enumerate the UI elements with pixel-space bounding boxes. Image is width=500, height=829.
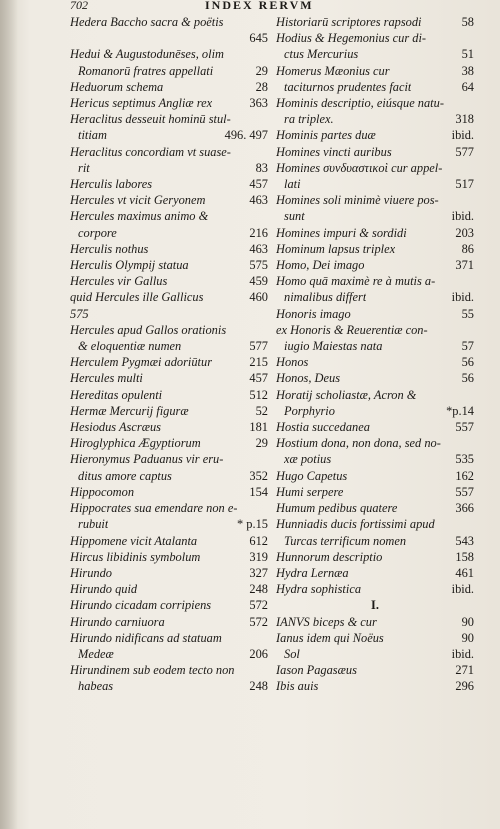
entry-page-ref: 90	[461, 630, 474, 645]
index-entry	[276, 435, 474, 451]
index-entry	[276, 387, 474, 403]
index-entry	[70, 338, 268, 354]
entry-page-ref: 352	[249, 468, 268, 483]
entry-page-ref: 572	[249, 598, 268, 613]
entry-term: Hedui & Augustodunēses, olim	[70, 47, 224, 62]
entry-page-ref: 55	[461, 306, 474, 321]
entry-page-ref: 181	[249, 420, 268, 435]
entry-page-ref: *p.14	[446, 403, 474, 418]
entry-page-ref: 248	[249, 582, 268, 597]
index-entry	[276, 63, 474, 79]
entry-term: ex Honoris & Reuerentiæ con-	[276, 322, 428, 337]
index-entry	[276, 403, 474, 419]
entry-term: Hercules vt vicit Geryonem	[70, 193, 206, 208]
entry-term: corpore	[78, 225, 117, 240]
entry-term: Hercules vir Gallus	[70, 274, 168, 289]
entry-page-ref: 58	[461, 15, 474, 29]
index-entry	[70, 630, 268, 646]
entry-term: Ibis auis	[276, 679, 319, 694]
entry-term: Romanorū fratres appellati	[78, 63, 214, 78]
entry-page-ref: 28	[255, 79, 268, 94]
index-entry	[276, 630, 474, 646]
entry-term: Honos	[276, 355, 309, 370]
entry-page-ref: 459	[249, 274, 268, 289]
index-entry	[276, 306, 474, 322]
entry-page-ref: 645	[249, 31, 268, 46]
entry-page-ref: 203	[455, 225, 474, 240]
index-entry	[70, 387, 268, 403]
entry-term: Porphyrio	[284, 403, 335, 418]
index-entry	[70, 614, 268, 630]
entry-term: Hominis descriptio, eiúsque natu-	[276, 96, 444, 111]
entry-term: Hedera Baccho sacra & poëtis	[70, 15, 224, 29]
index-entry	[276, 370, 474, 386]
entry-term: Hippocrates sua emendare non e-	[70, 501, 238, 516]
entry-page-ref: ibid.	[451, 582, 474, 597]
entry-term: Hercules maximus animo &	[70, 209, 209, 224]
entry-term: Hirundo carniuora	[70, 614, 165, 629]
index-entry	[70, 549, 268, 565]
entry-page-ref: 457	[249, 371, 268, 386]
page-number: 702	[70, 0, 88, 12]
entry-term: Hippomene vicit Atalanta	[70, 533, 198, 548]
entry-page-ref: 64	[461, 79, 474, 94]
index-entry	[70, 322, 268, 338]
index-entry	[276, 678, 474, 694]
entry-term: Hieronymus Paduanus vir eru-	[70, 452, 224, 467]
entry-page-ref: 52	[255, 403, 268, 418]
entry-term: Humi serpere	[276, 484, 344, 499]
index-entry	[70, 451, 268, 467]
index-entry	[276, 79, 474, 95]
index-entry	[276, 549, 474, 565]
index-entry	[70, 484, 268, 500]
index-entry	[70, 419, 268, 435]
index-entry	[276, 646, 474, 662]
entry-page-ref: 557	[455, 484, 474, 499]
index-entry	[70, 289, 268, 305]
index-entry	[70, 63, 268, 79]
entry-page-ref: 29	[255, 436, 268, 451]
entry-term: Homerus Mæonius cur	[276, 63, 390, 78]
entry-page-ref: 577	[455, 144, 474, 159]
index-entry	[276, 289, 474, 305]
entry-term: Ianus idem qui Noëus	[276, 630, 384, 645]
entry-page-ref: 56	[461, 355, 474, 370]
index-entry	[70, 435, 268, 451]
index-entry	[70, 144, 268, 160]
index-entry	[70, 468, 268, 484]
page-gutter-shadow	[0, 0, 18, 829]
entry-page-ref: 215	[249, 355, 268, 370]
entry-term: Homo quā maximè re à mutis a-	[276, 274, 436, 289]
index-entry	[276, 160, 474, 176]
entry-term: Historiarū scriptores rapsodi	[276, 15, 422, 29]
entry-page-ref: 557	[455, 420, 474, 435]
entry-page-ref: 206	[249, 646, 268, 661]
entry-term: Hugo Capetus	[276, 468, 348, 483]
index-entry	[70, 225, 268, 241]
index-entry	[276, 581, 474, 597]
index-entry	[70, 370, 268, 386]
entry-page-ref: 271	[455, 663, 474, 678]
entry-page-ref: 612	[249, 533, 268, 548]
entry-term: Hirundo quid	[70, 582, 138, 597]
index-entry	[276, 468, 474, 484]
entry-page-ref: 363	[249, 96, 268, 111]
entry-term: titiam	[78, 128, 107, 143]
index-entry	[70, 127, 268, 143]
entry-term: IANVS biceps & cur	[276, 614, 377, 629]
running-head	[70, 0, 480, 12]
index-entry	[276, 451, 474, 467]
index-entry	[70, 95, 268, 111]
index-entry	[276, 95, 474, 111]
entry-page-ref: 463	[249, 193, 268, 208]
index-entry	[276, 500, 474, 516]
index-entry	[276, 208, 474, 224]
index-column-left	[70, 14, 268, 749]
entry-term: Humum pedibus quatere	[276, 501, 398, 516]
entry-term: Hunniadis ducis fortissimi apud	[276, 517, 435, 532]
index-entry	[276, 176, 474, 192]
index-entry	[70, 565, 268, 581]
entry-page-ref: ibid.	[451, 128, 474, 143]
entry-term: lati	[284, 177, 301, 192]
entry-term: Herculem Pygmæi adoriūtur	[70, 355, 213, 370]
entry-term: Horatij scholiastæ, Acron &	[276, 387, 417, 402]
entry-term: ctus Mercurius	[284, 47, 359, 62]
running-title: INDEX RERVM	[205, 0, 314, 12]
entry-page-ref: 457	[249, 177, 268, 192]
entry-term: Hominum lapsus triplex	[276, 241, 396, 256]
entry-term: Hodius & Hegemonius cur di-	[276, 31, 427, 46]
index-entry	[70, 581, 268, 597]
entry-term: taciturnos prudentes facit	[284, 79, 412, 94]
entry-page-ref: ibid.	[451, 290, 474, 305]
entry-term: Hirundo nidificans ad statuam	[70, 630, 222, 645]
entry-term: xæ potius	[284, 452, 332, 467]
index-entry	[276, 127, 474, 143]
entry-page-ref: 83	[255, 160, 268, 175]
index-entry	[70, 354, 268, 370]
entry-term: Hirundinem sub eodem tecto non	[70, 663, 235, 678]
entry-term: Sol	[284, 646, 300, 661]
entry-term: Hermæ Mercurij figuræ	[70, 403, 189, 418]
entry-page-ref: 319	[249, 549, 268, 564]
index-entry	[276, 419, 474, 435]
index-entry	[276, 144, 474, 160]
entry-term: Hirundo	[70, 565, 112, 580]
entry-term: Hostium dona, non dona, sed no-	[276, 436, 441, 451]
index-entry	[70, 257, 268, 273]
index-entry	[276, 354, 474, 370]
entry-term: & eloquentiæ numen	[78, 339, 182, 354]
entry-page-ref: ibid.	[451, 646, 474, 661]
entry-term: Turcas terrificum nomen	[284, 533, 407, 548]
index-entry	[276, 273, 474, 289]
entry-page-ref: 86	[461, 241, 474, 256]
entry-page-ref: 38	[461, 63, 474, 78]
index-entry	[276, 14, 474, 30]
index-letter-heading	[276, 597, 474, 613]
index-entry	[70, 646, 268, 662]
index-entry	[70, 273, 268, 289]
index-entry	[276, 614, 474, 630]
index-entry	[276, 30, 474, 46]
entry-term: Hesiodus Ascræus	[70, 420, 161, 435]
entry-page-ref: ibid.	[451, 209, 474, 224]
entry-page-ref: 158	[455, 549, 474, 564]
index-entry	[70, 403, 268, 419]
entry-term: Heraclitus desseuit hominū stul-	[70, 112, 231, 127]
entry-page-ref: 51	[461, 47, 474, 62]
index-entry	[276, 46, 474, 62]
index-entry	[70, 208, 268, 224]
index-entry	[276, 111, 474, 127]
entry-page-ref: 535	[455, 452, 474, 467]
entry-term: Hominis partes duæ	[276, 128, 376, 143]
entry-term: ditus amore captus	[78, 468, 172, 483]
entry-term: Hereditas opulenti	[70, 387, 163, 402]
entry-page-ref: 57	[461, 339, 474, 354]
entry-term: Homines impuri & sordidi	[276, 225, 407, 240]
entry-term: Heraclitus concordiam vt suase-	[70, 144, 231, 159]
index-entry	[70, 516, 268, 532]
entry-term: Honos, Deus	[276, 371, 341, 386]
entry-term: iugio Maiestas nata	[284, 339, 383, 354]
entry-page-ref: 90	[461, 614, 474, 629]
entry-term: Homines soli minimè viuere pos-	[276, 193, 439, 208]
entry-page-ref: * p.15	[237, 517, 268, 532]
entry-term: ra triplex.	[284, 112, 334, 127]
index-entry	[70, 111, 268, 127]
index-entry	[70, 241, 268, 257]
entry-term: Herculis Olympij statua	[70, 258, 189, 273]
entry-page-ref: 318	[455, 112, 474, 127]
entry-term: Hericus septimus Angliæ rex	[70, 96, 213, 111]
entry-term: Hercules apud Gallos orationis	[70, 322, 227, 337]
entry-term: nimalibus differt	[284, 290, 367, 305]
entry-page-ref: 575	[249, 258, 268, 273]
index-entry	[70, 14, 268, 30]
index-entry	[276, 484, 474, 500]
index-entry	[70, 176, 268, 192]
index-entry	[276, 338, 474, 354]
entry-term: Hippocomon	[70, 484, 135, 499]
entry-page-ref: 327	[249, 565, 268, 580]
entry-term: Herculis nothus	[70, 241, 149, 256]
entry-page-ref: 496. 497	[224, 128, 268, 143]
index-entry	[70, 678, 268, 694]
index-column-right	[276, 14, 474, 749]
entry-term: Hiroglyphica Ægyptiorum	[70, 436, 201, 451]
entry-term: 575	[70, 306, 89, 321]
entry-page-ref: 29	[255, 63, 268, 78]
index-entry	[70, 306, 268, 322]
entry-term: Hirundo cicadam corripiens	[70, 598, 212, 613]
index-entry	[276, 192, 474, 208]
entry-term: Hostia succedanea	[276, 420, 370, 435]
index-entry	[276, 533, 474, 549]
entry-term: Heduorum schema	[70, 79, 164, 94]
entry-page-ref: 512	[249, 387, 268, 402]
entry-term: Hercules multi	[70, 371, 143, 386]
index-entry	[70, 597, 268, 613]
entry-page-ref: 463	[249, 241, 268, 256]
entry-page-ref: 216	[249, 225, 268, 240]
entry-term: Hydra Lernæa	[276, 565, 349, 580]
index-entry	[70, 160, 268, 176]
entry-term: rit	[78, 160, 90, 175]
entry-term: Hircus libidinis symbolum	[70, 549, 201, 564]
index-entry	[70, 79, 268, 95]
entry-page-ref: 517	[455, 177, 474, 192]
entry-term: habeas	[78, 679, 114, 694]
entry-page-ref: 543	[455, 533, 474, 548]
entry-page-ref: 248	[249, 679, 268, 694]
index-entry	[276, 662, 474, 678]
entry-term: Homo, Dei imago	[276, 258, 365, 273]
index-entry	[276, 225, 474, 241]
entry-page-ref: 371	[455, 258, 474, 273]
index-entry	[70, 46, 268, 62]
index-entry	[276, 322, 474, 338]
index-entry	[276, 516, 474, 532]
entry-term: Hydra sophistica	[276, 582, 362, 597]
entry-term: Hunnorum descriptio	[276, 549, 383, 564]
index-entry	[276, 241, 474, 257]
entry-page-ref: 460	[249, 290, 268, 305]
entry-page-ref: 296	[455, 679, 474, 694]
entry-page-ref: 154	[249, 484, 268, 499]
entry-term: quid Hercules ille Gallicus	[70, 290, 204, 305]
entry-term: Medeæ	[78, 646, 114, 661]
entry-term: sunt	[284, 209, 305, 224]
entry-term: Homines συνδυαστικοὶ cur appel-	[276, 160, 443, 175]
entry-term: Herculis labores	[70, 177, 153, 192]
entry-page-ref: 572	[249, 614, 268, 629]
index-entry	[276, 257, 474, 273]
entry-term: I.	[371, 598, 379, 613]
entry-page-ref: 162	[455, 468, 474, 483]
index-entry	[70, 500, 268, 516]
entry-page-ref: 577	[249, 339, 268, 354]
entry-page-ref: 366	[455, 501, 474, 516]
entry-term: rubuit	[78, 517, 109, 532]
entry-term: Honoris imago	[276, 306, 351, 321]
entry-term: Iason Pagasæus	[276, 663, 357, 678]
index-entry	[70, 533, 268, 549]
index-entry	[70, 30, 268, 46]
index-entry	[70, 192, 268, 208]
entry-term: Homines vincti auribus	[276, 144, 392, 159]
index-entry	[276, 565, 474, 581]
entry-page-ref: 56	[461, 371, 474, 386]
entry-page-ref: 461	[455, 565, 474, 580]
index-entry	[70, 662, 268, 678]
